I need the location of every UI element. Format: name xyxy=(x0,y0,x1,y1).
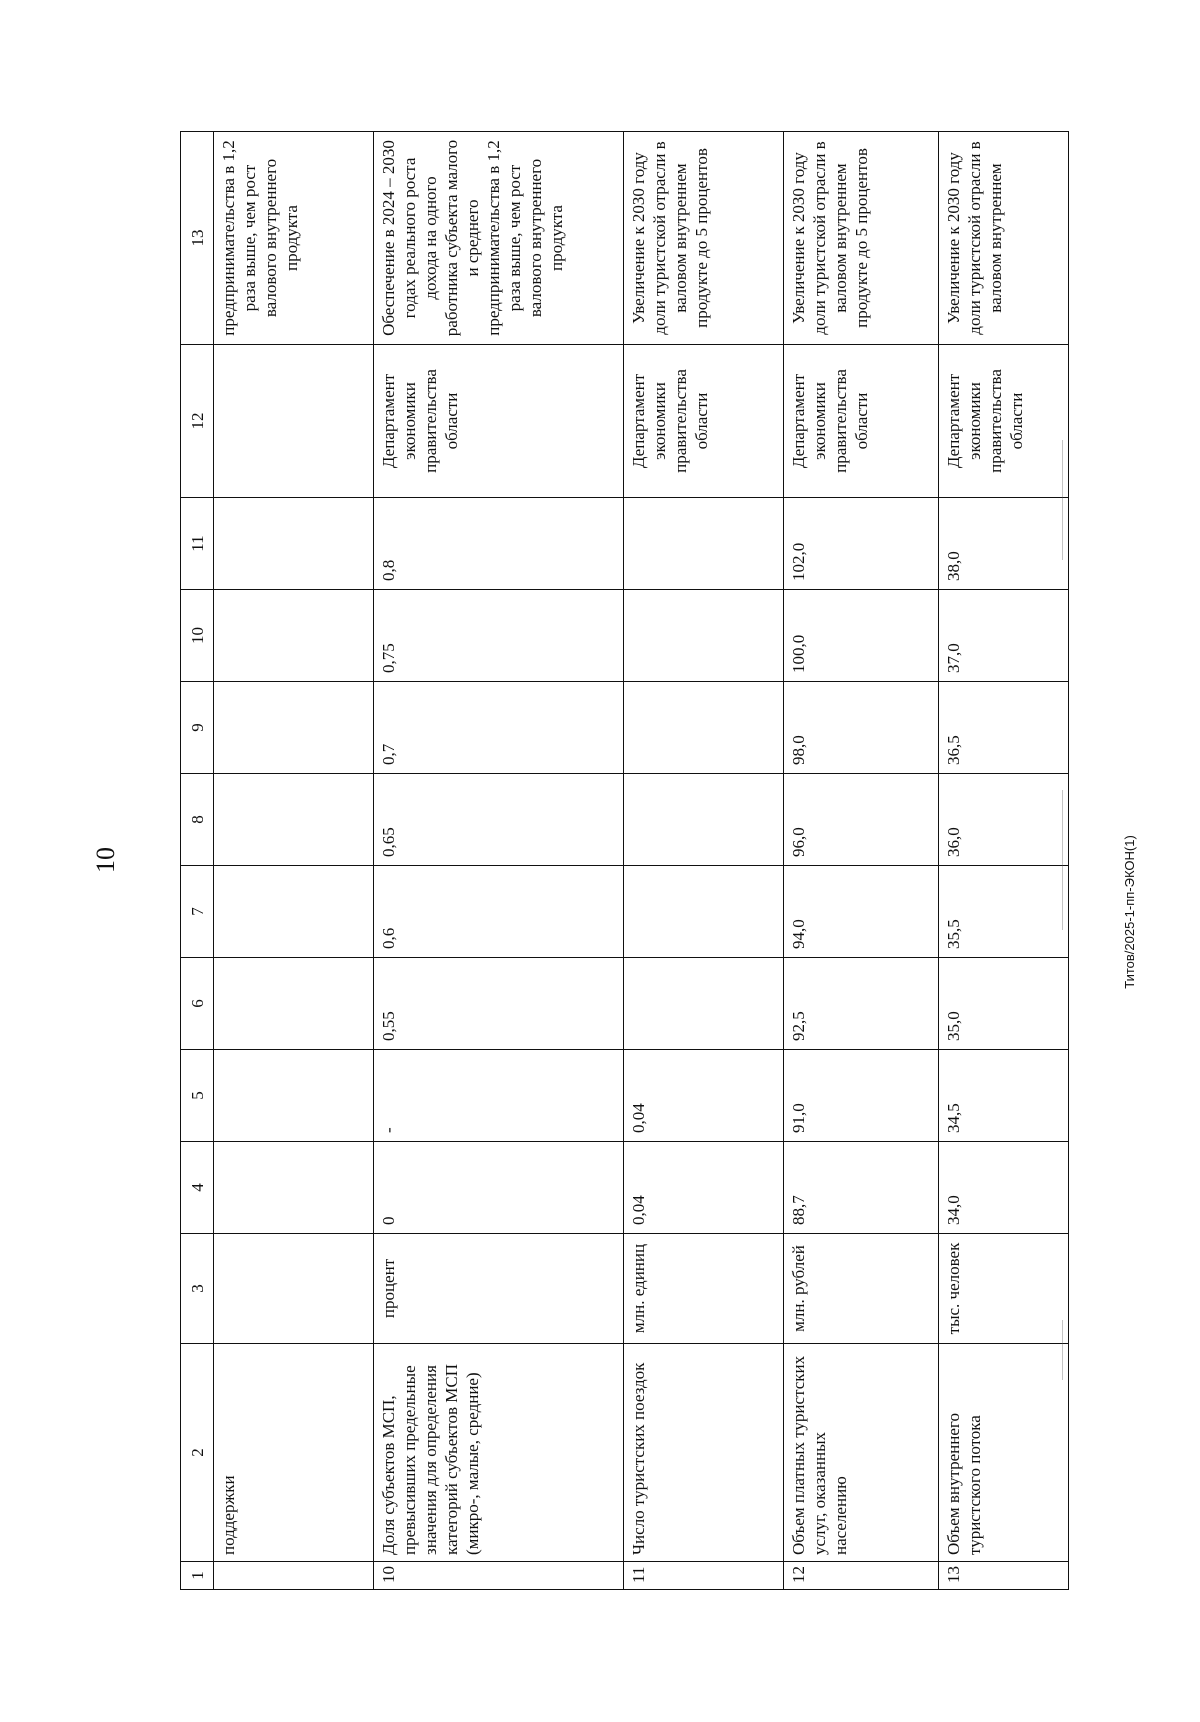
value-cell: 35,5 xyxy=(939,866,1069,958)
responsible-cell: Департамент экономики правительства области xyxy=(939,345,1069,498)
indicators-table xyxy=(180,131,1069,1590)
value-cell xyxy=(214,1050,374,1142)
indicator-name-cell: Число туристских поездок xyxy=(624,1344,784,1562)
value-cell: 0,7 xyxy=(374,682,624,774)
unit-cell: тыс. человек xyxy=(939,1234,1069,1344)
value-cell: 36,5 xyxy=(939,682,1069,774)
table-row xyxy=(939,132,1069,1590)
value-cell xyxy=(624,958,784,1050)
value-cell: - xyxy=(374,1050,624,1142)
row-number-cell: 13 xyxy=(939,1562,1069,1590)
value-cell: 0,75 xyxy=(374,590,624,682)
row-number-cell: 12 xyxy=(784,1562,939,1590)
page-number: 10 xyxy=(91,847,120,873)
header-cell: 2 xyxy=(181,1344,214,1562)
row-number-cell: 10 xyxy=(374,1562,624,1590)
value-cell: 88,7 xyxy=(784,1142,939,1234)
value-cell: 91,0 xyxy=(784,1050,939,1142)
value-cell: 94,0 xyxy=(784,866,939,958)
unit-cell: млн. рублей xyxy=(784,1234,939,1344)
value-cell: 0,55 xyxy=(374,958,624,1050)
responsible-cell: Департамент экономики правительства области xyxy=(784,345,939,498)
table-container xyxy=(180,140,1040,1590)
value-cell: 100,0 xyxy=(784,590,939,682)
value-cell xyxy=(214,682,374,774)
value-cell xyxy=(214,590,374,682)
table-row xyxy=(624,132,784,1590)
value-cell xyxy=(214,498,374,590)
value-cell xyxy=(214,866,374,958)
indicator-name-cell: Объем платных туристских услуг, оказанных населению xyxy=(784,1344,939,1562)
header-cell: 10 xyxy=(181,590,214,682)
goal-cell: Увеличение к 2030 году доли туристской отрасли в валовом внутреннем продукте до 5 процентов xyxy=(784,132,939,345)
goal-cell: Обеспечение в 2024 – 2030 годах реального роста дохода на одного работника субъекта малого и среднего предпринимательства в 1,2 раза выше, чем рост валового внутреннего продукта xyxy=(374,132,624,345)
header-cell: 5 xyxy=(181,1050,214,1142)
value-cell: 0,8 xyxy=(374,498,624,590)
value-cell: 96,0 xyxy=(784,774,939,866)
value-cell: 38,0 xyxy=(939,498,1069,590)
header-cell: 3 xyxy=(181,1234,214,1344)
responsible-cell: Департамент экономики правительства области xyxy=(624,345,784,498)
rotated-table xyxy=(180,140,1040,1590)
header-row xyxy=(181,132,214,1590)
value-cell xyxy=(624,774,784,866)
value-cell xyxy=(624,866,784,958)
value-cell: 102,0 xyxy=(784,498,939,590)
goal-cell: предпринимательства в 1,2 раза выше, чем рост валового внутреннего продукта xyxy=(214,132,374,345)
value-cell xyxy=(624,590,784,682)
value-cell: 92,5 xyxy=(784,958,939,1050)
responsible-cell: Департамент экономики правительства области xyxy=(374,345,624,498)
value-cell xyxy=(214,1142,374,1234)
scan-artifact xyxy=(1062,1320,1063,1380)
value-cell xyxy=(624,682,784,774)
scan-artifact xyxy=(1062,790,1063,930)
row-number-cell xyxy=(214,1562,374,1590)
value-cell xyxy=(214,774,374,866)
table-row xyxy=(374,132,624,1590)
header-cell: 4 xyxy=(181,1142,214,1234)
goal-cell: Увеличение к 2030 году доли туристской отрасли в валовом внутреннем xyxy=(939,132,1069,345)
header-cell: 7 xyxy=(181,866,214,958)
value-cell: 37,0 xyxy=(939,590,1069,682)
header-cell: 12 xyxy=(181,345,214,498)
goal-cell: Увеличение к 2030 году доли туристской отрасли в валовом внутреннем продукте до 5 процентов xyxy=(624,132,784,345)
scan-artifact xyxy=(1062,440,1063,560)
header-cell: 11 xyxy=(181,498,214,590)
table-row xyxy=(214,132,374,1590)
value-cell: 0 xyxy=(374,1142,624,1234)
header-cell: 9 xyxy=(181,682,214,774)
unit-cell: процент xyxy=(374,1234,624,1344)
unit-cell: млн. единиц xyxy=(624,1234,784,1344)
header-cell: 8 xyxy=(181,774,214,866)
indicator-name-cell: Доля субъектов МСП, превысивших предельные значения для определения категорий субъектов МСП (микро-, малые, средние) xyxy=(374,1344,624,1562)
header-cell: 1 xyxy=(181,1562,214,1590)
table-row xyxy=(784,132,939,1590)
responsible-cell xyxy=(214,345,374,498)
value-cell: 35,0 xyxy=(939,958,1069,1050)
value-cell: 34,0 xyxy=(939,1142,1069,1234)
value-cell: 98,0 xyxy=(784,682,939,774)
document-code: Титов/2025-1-пп-ЭКОН(1) xyxy=(1122,835,1137,989)
value-cell: 36,0 xyxy=(939,774,1069,866)
header-cell: 13 xyxy=(181,132,214,345)
value-cell: 0,65 xyxy=(374,774,624,866)
value-cell: 0,04 xyxy=(624,1050,784,1142)
value-cell xyxy=(624,498,784,590)
header-cell: 6 xyxy=(181,958,214,1050)
value-cell: 0,6 xyxy=(374,866,624,958)
row-number-cell: 11 xyxy=(624,1562,784,1590)
value-cell xyxy=(214,958,374,1050)
indicator-name-cell: поддержки xyxy=(214,1344,374,1562)
value-cell: 0,04 xyxy=(624,1142,784,1234)
unit-cell xyxy=(214,1234,374,1344)
indicator-name-cell: Объем внутреннего туристского потока xyxy=(939,1344,1069,1562)
value-cell: 34,5 xyxy=(939,1050,1069,1142)
